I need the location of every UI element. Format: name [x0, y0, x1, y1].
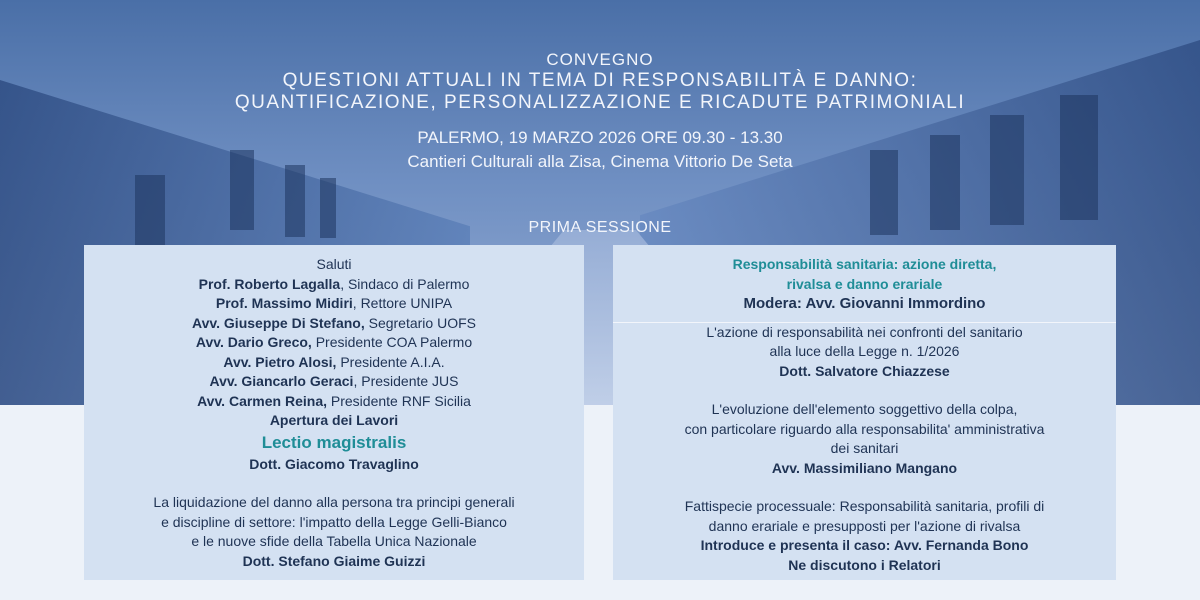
- opening-label: Apertura dei Lavori: [269, 412, 399, 428]
- talk-speaker: Dott. Salvatore Chiazzese: [779, 362, 950, 379]
- greeting-item: Avv. Giuseppe Di Stefano, Segretario UOFS: [192, 314, 476, 331]
- event-title-line2: QUANTIFICAZIONE, PERSONALIZZAZIONE E RICADUTE PATRIMONIALI: [234, 92, 966, 113]
- left-program-panel: [84, 245, 584, 580]
- moderator: Modera: Avv. Giovanni Immordino: [743, 295, 986, 312]
- greeting-item: Avv. Dario Greco, Presidente COA Palermo: [195, 334, 473, 350]
- event-title-line1: QUESTIONI ATTUALI IN TEMA DI RESPONSABILITÀ E DANNO:: [282, 70, 918, 91]
- greetings-label: Saluti: [316, 256, 352, 272]
- lectio-title: Lectio magistralis: [261, 432, 407, 452]
- talk-speaker: Avv. Massimiliano Mangano: [771, 459, 958, 476]
- talk-title-line: alla luce della Legge n. 1/2026: [769, 343, 960, 359]
- session-title: PRIMA SESSIONE: [528, 219, 672, 236]
- talk-title-line: L'azione di responsabilità nei confronti del sanitario: [706, 323, 1023, 340]
- greeting-item: Avv. Giancarlo Geraci, Presidente JUS: [209, 373, 459, 389]
- talk-title-line: e le nuove sfide della Tabella Unica Nazionale: [191, 533, 477, 549]
- talk-title-line: e discipline di settore: l'impatto della Legge Gelli-Bianco: [161, 513, 507, 530]
- talk-title-line: La liquidazione del danno alla persona tra principi generali: [153, 494, 515, 510]
- talk-title-line: L'evoluzione dell'elemento soggettivo della colpa,: [711, 401, 1018, 417]
- talk-speaker: Dott. Stefano Giaime Guizzi: [242, 552, 426, 569]
- greeting-item: Avv. Carmen Reina, Presidente RNF Sicilia: [197, 392, 471, 409]
- event-venue: Cantieri Culturali alla Zisa, Cinema Vittorio De Seta: [407, 152, 793, 171]
- right-program-panel: [613, 245, 1116, 580]
- event-date: PALERMO, 19 MARZO 2026 ORE 09.30 - 13.30: [417, 128, 783, 147]
- event-header: [0, 50, 1200, 172]
- talk-intro: Introduce e presenta il caso: Avv. Fernanda Bono: [700, 537, 1029, 553]
- talk-title-line: con particolare riguardo alla responsabilita' amministrativa: [684, 420, 1045, 437]
- talk-title-line: Fattispecie processuale: Responsabilità sanitaria, profili di: [684, 498, 1045, 514]
- greeting-item: Prof. Roberto Lagalla, Sindaco di Palermo: [198, 275, 470, 292]
- greeting-item: Avv. Pietro Alosi, Presidente A.I.A.: [223, 353, 445, 370]
- lectio-speaker: Dott. Giacomo Travaglino: [249, 455, 419, 472]
- greeting-item: Prof. Massimo Midiri, Rettore UNIPA: [215, 295, 453, 311]
- talk-title-line: dei sanitari: [830, 440, 899, 456]
- section-title-line2: rivalsa e danno erariale: [786, 275, 943, 292]
- section-title-line1: Responsabilità sanitaria: azione diretta,: [732, 256, 997, 272]
- talk-title-line: danno erariale e presupposti per l'azione di rivalsa: [708, 517, 1021, 534]
- talk-discussion: Ne discutono i Relatori: [788, 556, 941, 573]
- event-type: CONVEGNO: [546, 50, 654, 69]
